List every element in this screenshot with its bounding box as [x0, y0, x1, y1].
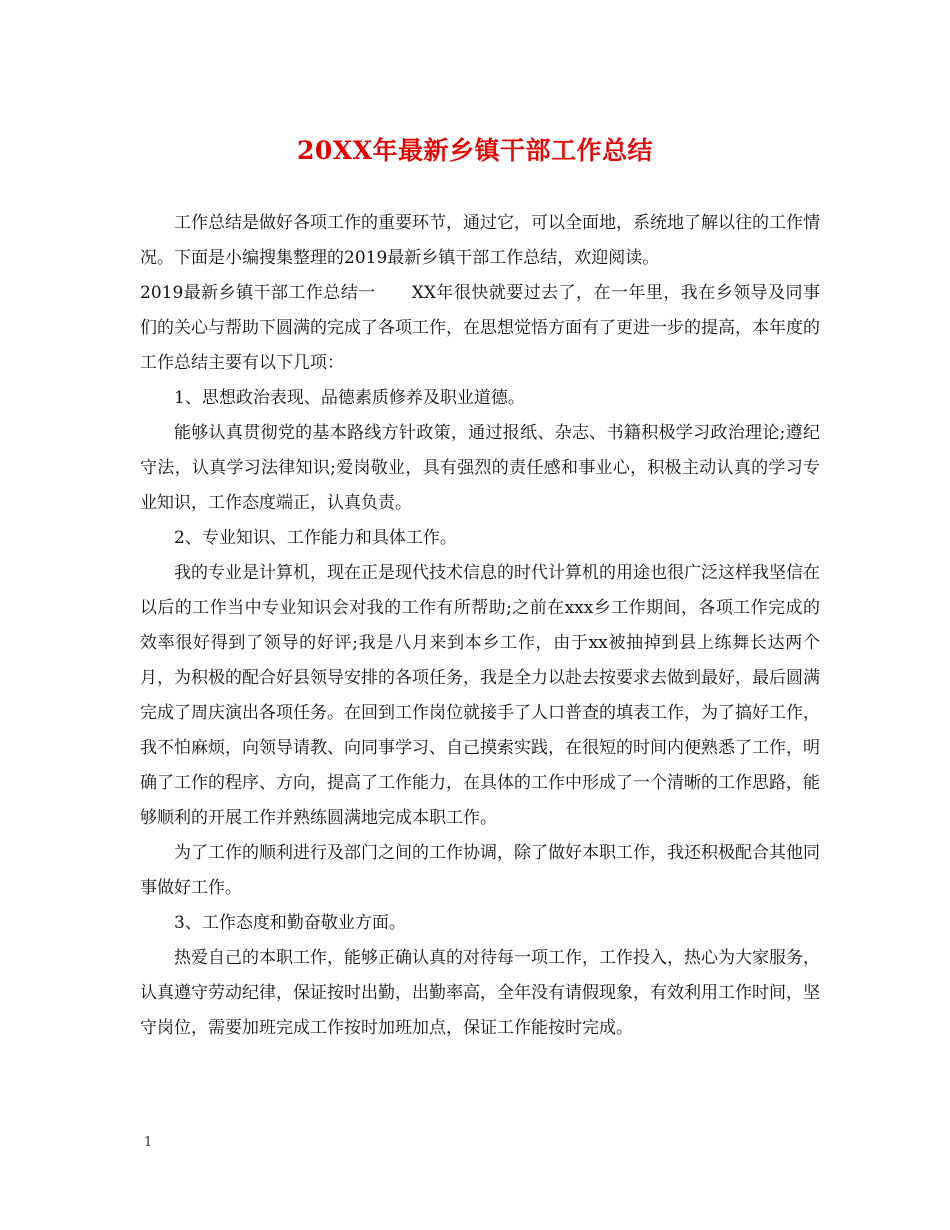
document-title: 20XX年最新乡镇干部工作总结: [296, 136, 654, 165]
item1-paragraph: 能够认真贯彻党的基本路线方针政策，通过报纸、杂志、书籍积极学习政治理论;遵纪守法，认真学习法律知识;爱岗敬业，具有强烈的责任感和事业心，积极主动认真的学习专业知识，工作态度端正，认真负责。: [140, 423, 820, 513]
item3-heading: 3、工作态度和勤奋敬业方面。: [174, 913, 406, 933]
item1-heading: 1、思想政治表现、品德素质修养及职业道德。: [174, 388, 525, 408]
item2-paragraph-2: 为了工作的顺利进行及部门之间的工作协调，除了做好本职工作，我还积极配合其他同事做好工作。: [140, 843, 820, 898]
item3-paragraph: 热爱自己的本职工作，能够正确认真的对待每一项工作，工作投入，热心为大家服务，认真遵守劳动纪律，保证按时出勤，出勤率高，全年没有请假现象，有效利用工作时间，坚守岗位，需要加班完成工作按时加班加点，保证工作能按时完成。: [140, 948, 820, 1038]
document-body: [140, 206, 820, 1046]
item2-heading: 2、专业知识、工作能力和具体工作。: [174, 528, 457, 548]
item2-paragraph: 我的专业是计算机，现在正是现代技术信息的时代计算机的用途也很广泛这样我坚信在以后的工作当中专业知识会对我的工作有所帮助;之前在xxx乡工作期间，各项工作完成的效率很好得到了领导的好评;我是八月来到本乡工作，由于xx被抽掉到县上练舞长达两个月，为积极的配合好县领导安排的各项任务，我是全力以赴去按要求去做到最好，最后圆满完成了周庆演出各项任务。在回到工作岗位就接手了人口普查的填表工作，为了搞好工作，我不怕麻烦，向领导请教、向同事学习、自己摸索实践，在很短的时间内便熟悉了工作，明确了工作的程序、方向，提高了工作能力，在具体的工作中形成了一个清晰的工作思路，能够顺利的开展工作并熟练圆满地完成本职工作。: [140, 563, 820, 828]
page-number: 1: [144, 1135, 153, 1150]
section-heading: 2019最新乡镇干部工作总结一: [140, 283, 376, 303]
intro-paragraph: 工作总结是做好各项工作的重要环节，通过它，可以全面地，系统地了解以往的工作情况。下面是小编搜集整理的2019最新乡镇干部工作总结，欢迎阅读。: [140, 213, 820, 268]
section-paragraph: [140, 276, 820, 381]
section-opening: XX年很快就要过去了，在一年里，我在乡领导及同事们的关心与帮助下圆满的完成了各项工作，在思想觉悟方面有了更进一步的提高，本年度的工作总结主要有以下几项：: [140, 283, 820, 373]
